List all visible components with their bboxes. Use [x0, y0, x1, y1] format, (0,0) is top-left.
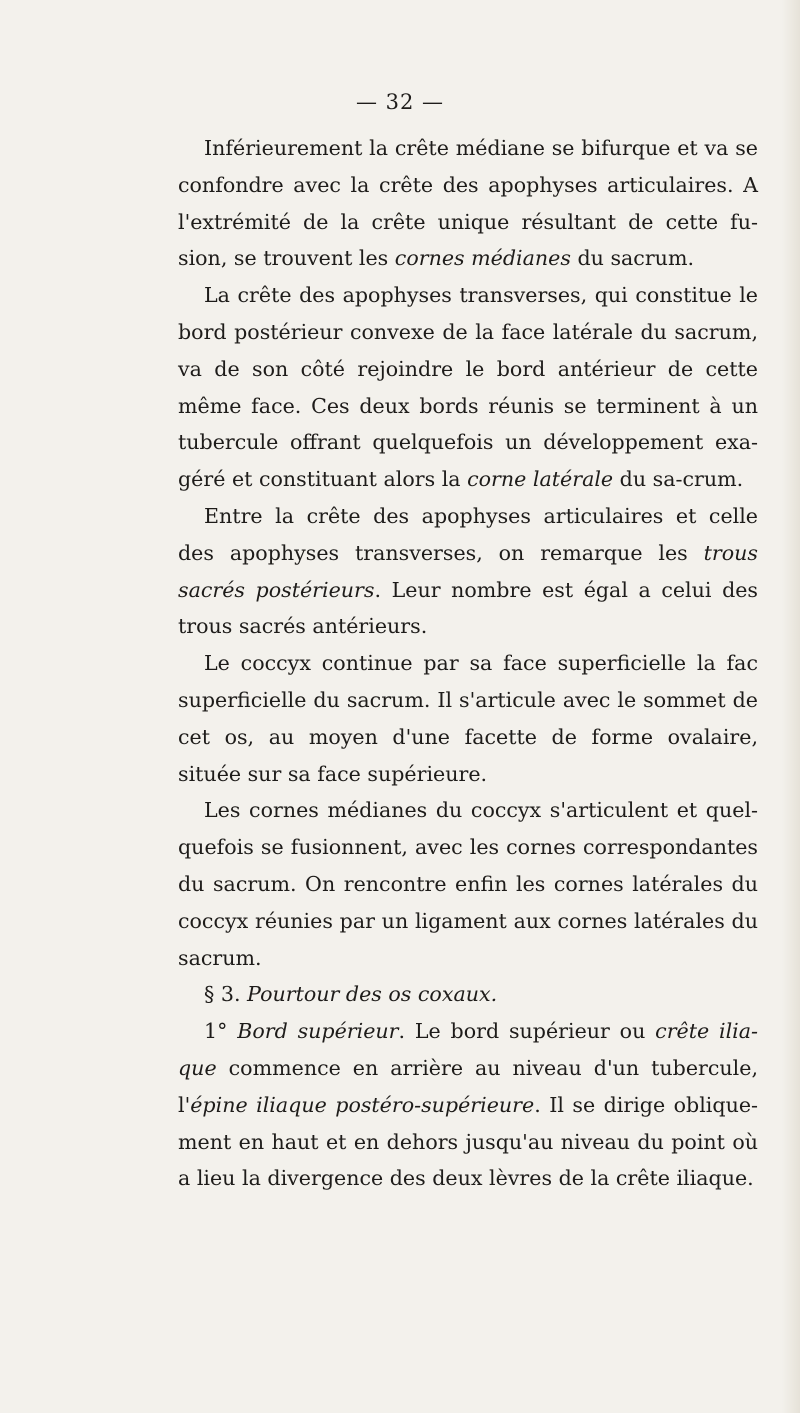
section-title: Pourtour des os coxaux.: [247, 982, 498, 1007]
italic-term: corne latérale: [467, 467, 614, 492]
section-number: § 3.: [204, 982, 241, 1007]
paragraph-6: [178, 1013, 758, 1197]
italic-term: crête ilia-que: [178, 1019, 758, 1080]
text-span: . Leur nombre est égal a celui des trous sacrés antérieurs.: [178, 577, 759, 639]
text-span: Inférieurement la crête médiane se bifurque et va se confondre avec la crête des apophyses articulaires. A l'extrémité de la crête unique résultant de cette fu-sion, se trouvent les: [178, 136, 758, 271]
text-span: Les cornes médianes du coccyx s'articulent et quel-quefois se fusionnent, avec les cornes correspondantes du sacrum. On rencontre enfin les cornes latérales du coccyx réunies par un ligament aux cornes latérales du sacrum.: [178, 798, 758, 970]
italic-term: trous sacrés postérieurs: [178, 540, 758, 602]
page-number: — 32 —: [355, 90, 445, 114]
text-span: Le coccyx continue par sa face superficielle la fac superficielle du sacrum. Il s'articule avec le sommet de cet os, au moyen d'une facette de forme ovalaire, située sur sa face supérieure.: [178, 651, 758, 786]
text-span: du sa-crum.: [613, 467, 744, 492]
paragraph-2: [178, 277, 758, 498]
page-edge: [782, 0, 800, 1413]
text-span: . Le bord supérieur ou: [398, 1019, 656, 1044]
text-span: Entre la crête des apophyses articulaires et celle des apophyses transverses, on remarque les: [178, 503, 758, 565]
italic-term: épine iliaque postéro-supérieure: [190, 1092, 535, 1117]
italic-term: Bord supérieur: [237, 1019, 399, 1044]
paragraph-1: [178, 130, 758, 277]
text-span: La crête des apophyses transverses, qui constitue le bord postérieur convexe de la face latérale du sacrum, va de son côté rejoindre le bord antérieur de cette même face. Ces deux bords réunis se terminent à un tubercule offrant quelquefois un développement exa-géré et constituant alors la: [178, 283, 758, 492]
paragraph-4: [178, 645, 758, 792]
text-span: du sacrum.: [570, 246, 695, 271]
page-body: [178, 130, 758, 1197]
text-span: commence en arrière au niveau d'un tubercule, l': [178, 1055, 758, 1117]
section-heading: [178, 976, 758, 1013]
italic-term: cornes médianes: [394, 246, 571, 271]
text-span: 1°: [204, 1019, 238, 1044]
text-span: . Il se dirige oblique-ment en haut et en dehors jusqu'au niveau du point où a lieu la divergence des deux lèvres de la crête iliaque.: [178, 1092, 758, 1191]
paragraph-5: [178, 792, 758, 976]
paragraph-3: [178, 498, 758, 645]
